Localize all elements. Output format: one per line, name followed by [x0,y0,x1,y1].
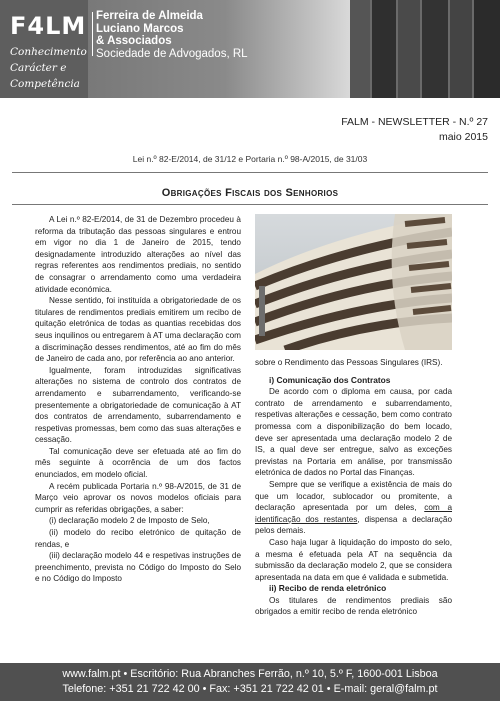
underlined-text: com a identificação dos restantes [255,503,452,524]
footer-address: www.falm.pt • Escritório: Rua Abranches Ferrão, n.º 10, 5.º F, 1600-001 Lisboa [62,668,438,680]
newsletter-date: maio 2015 [438,131,488,143]
paragraph: (i) declaração modelo 2 de Imposto de Selo, [49,516,210,526]
firm-name-line: Ferreira de Almeida [96,10,203,22]
section-heading: i) Comunicação dos Contratos [269,374,391,385]
text-run: , dispensa a declaração pelos demais. [255,514,452,536]
paragraph: Os titulares de rendimentos prediais são obrigados a emitir recibo de renda eletrónico [255,595,452,617]
paragraph: Tal comunicação deve ser efetuada até ao fim do mês seguinte à ocorrência de um dos factos enunciados, em modelo oficial. [35,446,241,480]
firm-name-line: Sociedade de Advogados, RL [96,47,248,60]
tagline-line: Carácter e [10,62,67,74]
article-column-right [255,357,452,618]
article-title: Obrigações Fiscais dos Senhorios [161,187,339,199]
tagline-line: Competência [10,78,80,90]
paragraph: (iii) declaração modelo 44 e respetivas instruções de preenchimento, prevista no Código do Imposto do Selo e no Código do Imposto [35,551,241,584]
divider [12,172,488,173]
paragraph: Igualmente, foram introduzidas significativas alterações no sistema de controlo dos contratos de arrendamento e subarrendamento, verificando-se presentemente a obrigatoriedade de comunicação à AT dos contratos de arrendamento, subarrendamento e respetivas promessas, bem como das suas alterações e cessação. [35,365,241,445]
tagline-line: Conhecimento [10,46,87,58]
section-heading: ii) Recibo de renda eletrónico [269,583,387,594]
paragraph: A Lei n.º 82-E/2014, de 31 de Dezembro procedeu à reforma da tributação das pessoas singulares e entrou em vigor no dia 1 de Janeiro de 2015, tendo designadamente introduzido alterações ao nível das regras referentes aos rendimentos prediais, no sentido de consagrar o arrendamento como uma verdadeira atividade económica. [35,215,241,294]
paragraph: A recém publicada Portaria n.º 98-A/2015, de 31 de Março veio aprovar os novos modelos oficiais para cumprir as referidas obrigações, a saber: [35,481,241,514]
firm-name [96,10,248,60]
text-run: Sempre que se verifique a existência de mais do que um locador, sublocador ou promitente, a declaração apresentada por um deles, [255,479,452,513]
paragraph: sobre o Rendimento das Pessoas Singulares (IRS). [255,358,443,367]
firm-name-line: & Associados [96,35,172,47]
building-illustration [255,214,452,350]
footer-contacts: Telefone: +351 21 722 42 00 • Fax: +351 21 722 42 01 • E-mail: geral@falm.pt [62,683,438,695]
building-photo [255,214,452,350]
paragraph: (ii) modelo do recibo eletrónico de quitação de rendas, e [35,528,241,549]
paragraph: Caso haja lugar à liquidação do imposto do selo, a mesma é efetuada pela AT na sequência da submissão da declaração modelo 2, que se considera apresentada na data em que é validada e submetida. [255,537,452,582]
logo-block [0,0,88,98]
firm-name-line: Luciano Marcos [96,22,184,35]
paragraph: De acordo com o diploma em causa, por cada contrato de arrendamento e subarrendamento, respetivas alterações e cessação, bem como contrato promessa com a disponibilização do bem locado, deve ser apresentada uma declaração modelo 2 de IS, a qual deve ser entregue, salvo as exceções previstas na Portaria em análise, por transmissão eletrónica de dados no Portal das Finanças. [255,387,452,478]
firm-divider [92,12,93,56]
header-banner [0,0,500,98]
divider [12,204,488,205]
newsletter-number: FALM - NEWSLETTER - N.º 27 [341,116,488,128]
bookshelf-image [350,0,500,98]
paragraph [255,479,452,537]
tagline [10,44,90,92]
article-column-left [35,214,241,585]
paragraph: Nesse sentido, foi instituída a obrigatoriedade de os titulares de rendimentos prediais emitirem um recibo de quitação eletrónica de todas as quantias recebidas dos seus inquilinos ou entregarem à AT uma declaração com a discriminação desses rendimentos, até ao fim do mês de Janeiro de cada ano, por referência ao ano anterior. [35,296,241,364]
footer [0,663,500,701]
law-references: Lei n.º 82-E/2014, de 31/12 e Portaria n.º 98-A/2015, de 31/03 [132,154,368,164]
firm-logo: F4LM [10,12,87,40]
newsletter-issue [341,115,488,145]
